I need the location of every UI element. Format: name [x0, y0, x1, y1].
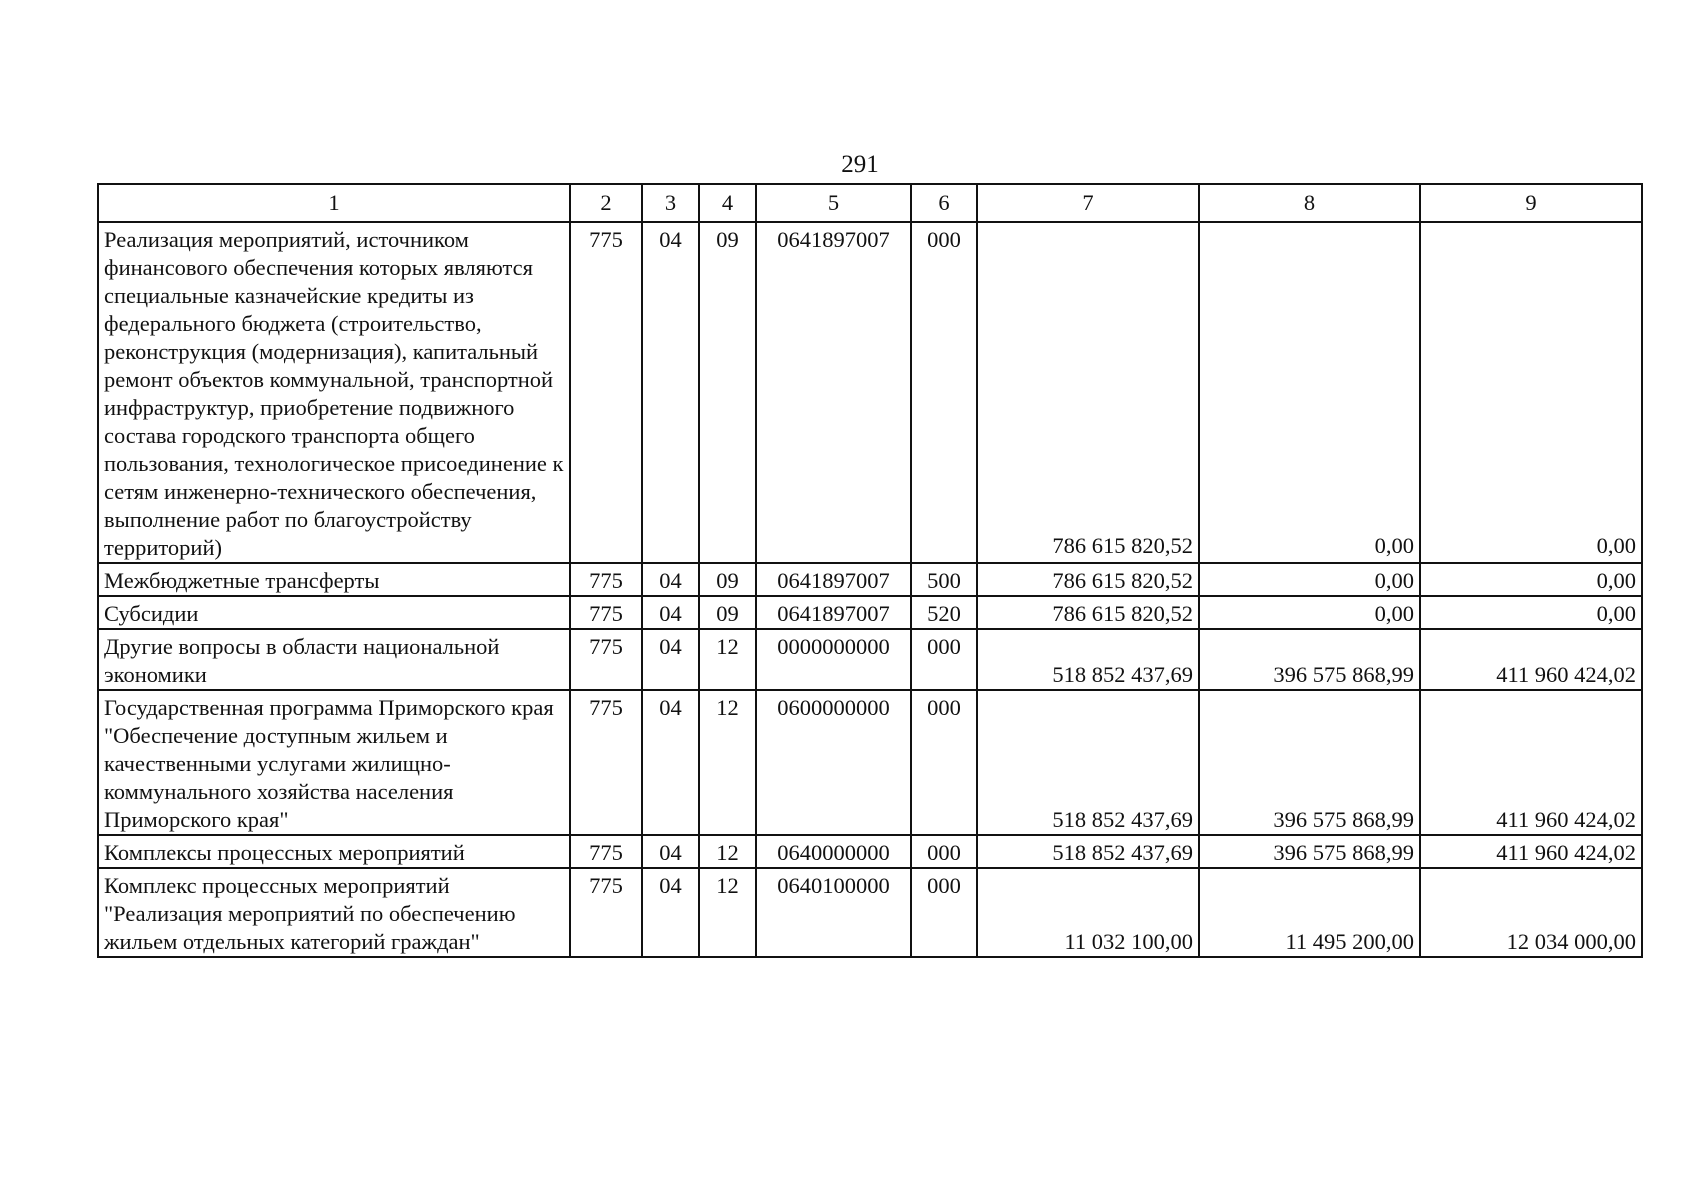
column-number: 5	[756, 184, 911, 222]
amount-col-9: 0,00	[1420, 596, 1642, 629]
column-number: 7	[977, 184, 1199, 222]
expense-type-code: 000	[911, 222, 977, 563]
table-row	[98, 690, 1642, 835]
target-article-code: 0640100000	[756, 868, 911, 957]
table-row	[98, 835, 1642, 868]
column-number: 4	[699, 184, 756, 222]
column-number: 1	[98, 184, 570, 222]
amount-col-8: 0,00	[1199, 596, 1420, 629]
amount-col-8: 396 575 868,99	[1199, 690, 1420, 835]
amount-col-9: 411 960 424,02	[1420, 629, 1642, 690]
column-number: 6	[911, 184, 977, 222]
amount-col-7: 786 615 820,52	[977, 563, 1199, 596]
table-row	[98, 222, 1642, 563]
ministry-code: 775	[570, 596, 642, 629]
target-article-code: 0600000000	[756, 690, 911, 835]
ministry-code: 775	[570, 835, 642, 868]
subsection-code: 09	[699, 563, 756, 596]
table-row	[98, 596, 1642, 629]
expense-type-code: 500	[911, 563, 977, 596]
section-code: 04	[642, 629, 699, 690]
column-number: 8	[1199, 184, 1420, 222]
row-name: Реализация мероприятий, источником финансового обеспечения которых являются специальные казначейские кредиты из федерального бюджета (строительство, реконструкция (модернизация), капитальный ремонт объектов коммунальной, транспортной инфраструктур, приобретение подвижного состава городского транспорта общего пользования, технологическое присоединение к сетям инженерно-технического обеспечения, выполнение работ по благоустройству территорий)	[98, 222, 570, 563]
ministry-code: 775	[570, 868, 642, 957]
table-row	[98, 868, 1642, 957]
section-code: 04	[642, 563, 699, 596]
subsection-code: 09	[699, 596, 756, 629]
row-name: Комплекс процессных мероприятий "Реализация мероприятий по обеспечению жильем отдельных категорий граждан"	[98, 868, 570, 957]
amount-col-7: 518 852 437,69	[977, 629, 1199, 690]
target-article-code: 0000000000	[756, 629, 911, 690]
column-number: 3	[642, 184, 699, 222]
row-name: Субсидии	[98, 596, 570, 629]
subsection-code: 12	[699, 629, 756, 690]
row-name: Межбюджетные трансферты	[98, 563, 570, 596]
amount-col-8: 0,00	[1199, 563, 1420, 596]
row-name: Комплексы процессных мероприятий	[98, 835, 570, 868]
subsection-code: 12	[699, 835, 756, 868]
amount-col-7: 11 032 100,00	[977, 868, 1199, 957]
section-code: 04	[642, 835, 699, 868]
amount-col-8: 396 575 868,99	[1199, 835, 1420, 868]
expense-type-code: 520	[911, 596, 977, 629]
target-article-code: 0641897007	[756, 563, 911, 596]
expense-type-code: 000	[911, 835, 977, 868]
section-code: 04	[642, 222, 699, 563]
target-article-code: 0640000000	[756, 835, 911, 868]
amount-col-8: 396 575 868,99	[1199, 629, 1420, 690]
amount-col-7: 786 615 820,52	[977, 222, 1199, 563]
subsection-code: 12	[699, 690, 756, 835]
row-name: Другие вопросы в области национальной экономики	[98, 629, 570, 690]
page-number: 291	[841, 151, 879, 178]
amount-col-7: 518 852 437,69	[977, 690, 1199, 835]
row-name: Государственная программа Приморского края "Обеспечение доступным жильем и качественными услугами жилищно-коммунального хозяйства населения Приморского края"	[98, 690, 570, 835]
target-article-code: 0641897007	[756, 222, 911, 563]
section-code: 04	[642, 868, 699, 957]
ministry-code: 775	[570, 222, 642, 563]
amount-col-8: 0,00	[1199, 222, 1420, 563]
amount-col-9: 0,00	[1420, 563, 1642, 596]
ministry-code: 775	[570, 690, 642, 835]
ministry-code: 775	[570, 629, 642, 690]
target-article-code: 0641897007	[756, 596, 911, 629]
amount-col-7: 786 615 820,52	[977, 596, 1199, 629]
subsection-code: 09	[699, 222, 756, 563]
amount-col-9: 411 960 424,02	[1420, 835, 1642, 868]
amount-col-9: 411 960 424,02	[1420, 690, 1642, 835]
amount-col-9: 0,00	[1420, 222, 1642, 563]
ministry-code: 775	[570, 563, 642, 596]
expense-type-code: 000	[911, 868, 977, 957]
section-code: 04	[642, 690, 699, 835]
subsection-code: 12	[699, 868, 756, 957]
budget-table	[97, 183, 1643, 958]
amount-col-7: 518 852 437,69	[977, 835, 1199, 868]
section-code: 04	[642, 596, 699, 629]
column-number-row	[98, 184, 1642, 222]
amount-col-9: 12 034 000,00	[1420, 868, 1642, 957]
table-row	[98, 629, 1642, 690]
table-row	[98, 563, 1642, 596]
column-number: 9	[1420, 184, 1642, 222]
expense-type-code: 000	[911, 690, 977, 835]
column-number: 2	[570, 184, 642, 222]
amount-col-8: 11 495 200,00	[1199, 868, 1420, 957]
expense-type-code: 000	[911, 629, 977, 690]
